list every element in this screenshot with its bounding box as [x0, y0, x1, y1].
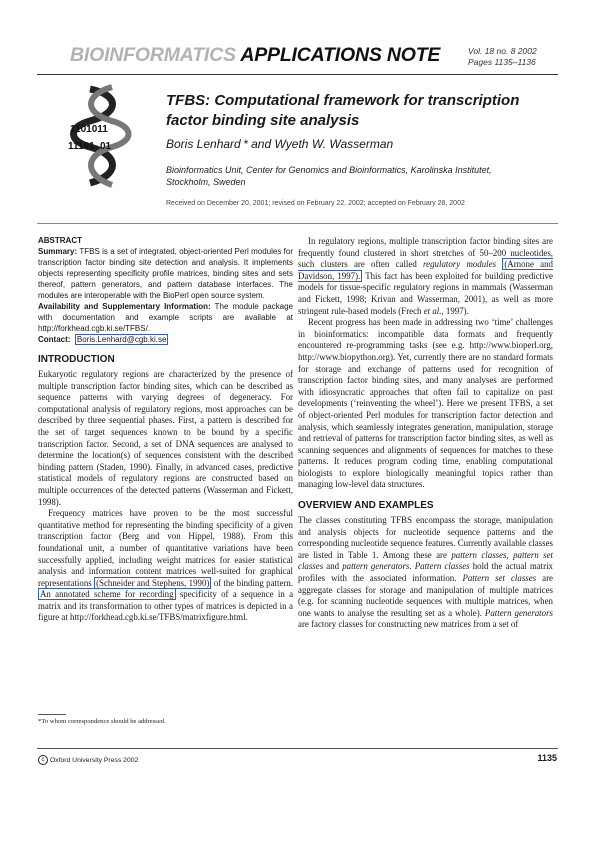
left-column: [38, 236, 293, 624]
received-dates: Received on December 20, 2001; revised on February 22, 2002; accepted on February 28, 2002: [166, 200, 465, 207]
recent-progress-paragraph: Recent progress has been made in addressing two ‘time’ challenges in bioinformatics: incompatible data formats and frequently encountered re-programming tasks (see e.g. http://www.bioperl.org, http://www.biopython.org). Yet, currently there are no standard formats for storage and exchange of patterns used for recognition of transcription factor binding sites, and many analyses are performed with idiosyncratic approaches that often fail to capitalize on past developments (‘reinventing the wheel’). Here we present TFBS, a set of object-oriented Perl modules for transcription factor detection and analysis, which seamlessly integrates generation, manipulation, storage and retrieval of patterns for transcription factor binding sites, as well as scanning sequences and alignments of sequences for matches to these patterns. It reduces program coding time, enabling computational biologists to explore biologically meaningful topics rather than managing low-level data structures.: [298, 317, 553, 490]
abstract-contact: Contact: Boris.Lenhard@cgb.ki.se: [38, 335, 167, 344]
journal-section-applications-note: APPLICATIONS NOTE: [240, 44, 441, 66]
abstract-summary: Summary: TFBS is a set of integrated, object-oriented Perl modules for transcription factor binding site detection and analysis. It implements objects representing specificity profile matrices, binding sites and sets thereof, pattern generators, and pattern database interfaces. The modules are interoperable with the BioPerl open source system.: [38, 247, 293, 300]
right-column: [298, 236, 553, 631]
page-number: 1135: [537, 753, 557, 763]
footnote-rule: [38, 714, 66, 715]
annotated-scheme-link[interactable]: An annotated scheme for recording: [40, 589, 174, 600]
journal-name-bioinformatics: BIOINFORMATICS: [70, 44, 236, 66]
article-title: TFBS: Computational framework for transcription factor binding site analysis: [166, 92, 520, 129]
citation-arnone-davidson-link[interactable]: (Arnone and Davidson, 1997).: [298, 259, 553, 281]
article-authors: Boris Lenhard * and Wyeth W. Wasserman: [166, 137, 394, 151]
introduction-paragraph-1: Eukaryotic regulatory regions are characterized by the presence of multiple transcription factor binding sites, which can be described as sequence patterns with varying degrees of degeneracy. For computational analysis of regulatory regions, most approaches can be described by three sequential phases. First, a pattern is described for the set of target sequences known to be bound by a specific transcription factor. Second, a set of DNA sequences are analysed to determine the location(s) of sequences consistent with the described binding pattern (Staden, 1990). Finally, in advanced cases, predictive statistical models of regulatory regions are constructed based on multiple occurrences of the detected patterns (Wasserman and Fickett, 1998).: [38, 369, 293, 507]
overview-paragraph: The classes constituting TFBS encompass the storage, manipulation and analysis objects for nucleotide sequence patterns and the corresponding nucleotide sequence features. Currently available classes are listed in Table 1. Among these are pattern classes, pattern set classes and pattern generators. Pattern classes hold the actual matrix profiles with the associated information. Pattern set classes are aggregate classes for storage and manipulation of multiple matrices (e.g. for scanning nucleotide sequences with multiple matrices, when one wants to analyse the resulting set as a whole). Pattern generators are factory classes for constructing new matrices from a set of: [298, 515, 553, 630]
svg-text:1101011: 1101011: [70, 124, 108, 135]
svg-text:01: 01: [100, 141, 112, 152]
footer-rule: [37, 748, 558, 749]
journal-header: [70, 44, 440, 67]
abstract-heading: ABSTRACT: [38, 236, 82, 245]
copyright-notice: c Oxford University Press 2002: [38, 755, 138, 765]
overview-heading: OVERVIEW AND EXAMPLES: [298, 500, 434, 512]
citation-schneider-stephens-link[interactable]: (Schneider and Stephens, 1990): [96, 577, 210, 588]
contact-email-link[interactable]: Boris.Lenhard@cgb.ki.se: [76, 335, 167, 344]
volume-number: Vol. 18 no. 8 2002: [468, 46, 537, 56]
page-range: Pages 1135–1136: [468, 57, 536, 67]
author-affiliation: Bioinformatics Unit, Center for Genomics and Bioinformatics, Karolinska Institutet, Stockholm, Sweden: [166, 165, 492, 187]
introduction-heading: INTRODUCTION: [38, 354, 115, 365]
bioinformatics-helix-logo: [60, 83, 150, 193]
volume-info: [468, 46, 537, 68]
correspondence-footnote: *To whom correspondence should be addressed.: [38, 718, 166, 725]
title-rule: [37, 223, 558, 224]
abstract-availability: Availability and Supplementary Information: The module package with documentation and example scripts are available at http://forkhead.cgb.ki.se/TFBS/.: [38, 302, 293, 333]
header-rule: [37, 74, 558, 75]
introduction-paragraph-2: Frequency matrices have proven to be the most successful quantitative method for representing the binding specificity of a given transcription factor (Berg and von Hippel, 1988). From this foundational unit, a number of quantitative variations have been successfully applied, including weight matrices for easier statistical analysis and information content matrices well-suited for graphical representations (Schneider and Stephens, 1990) of the binding pattern. An annotated scheme for recording specificity of a sequence in a matrix and its transformation to other types of matrices is depicted in a figure at http://forkhead.cgb.ki.se/TFBS/matrixfigure.html.: [38, 508, 294, 623]
regulatory-modules-paragraph: In regulatory regions, multiple transcription factor binding sites are frequently found clustered in short stretches of 50–200 nucleotides, such clusters are often called regulatory modules (Arnone and Davidson, 1997). This fact has been exploited for building predictive models for tissue-specific regulatory regions in mammals (Wasserman and Fickett, 1998; Krivan and Wasserman, 2001), as well as more stringent rule-based models (Frech et al., 1997).: [298, 236, 553, 316]
svg-text:11101: 11101: [68, 141, 95, 152]
copyright-icon: c: [38, 755, 48, 765]
